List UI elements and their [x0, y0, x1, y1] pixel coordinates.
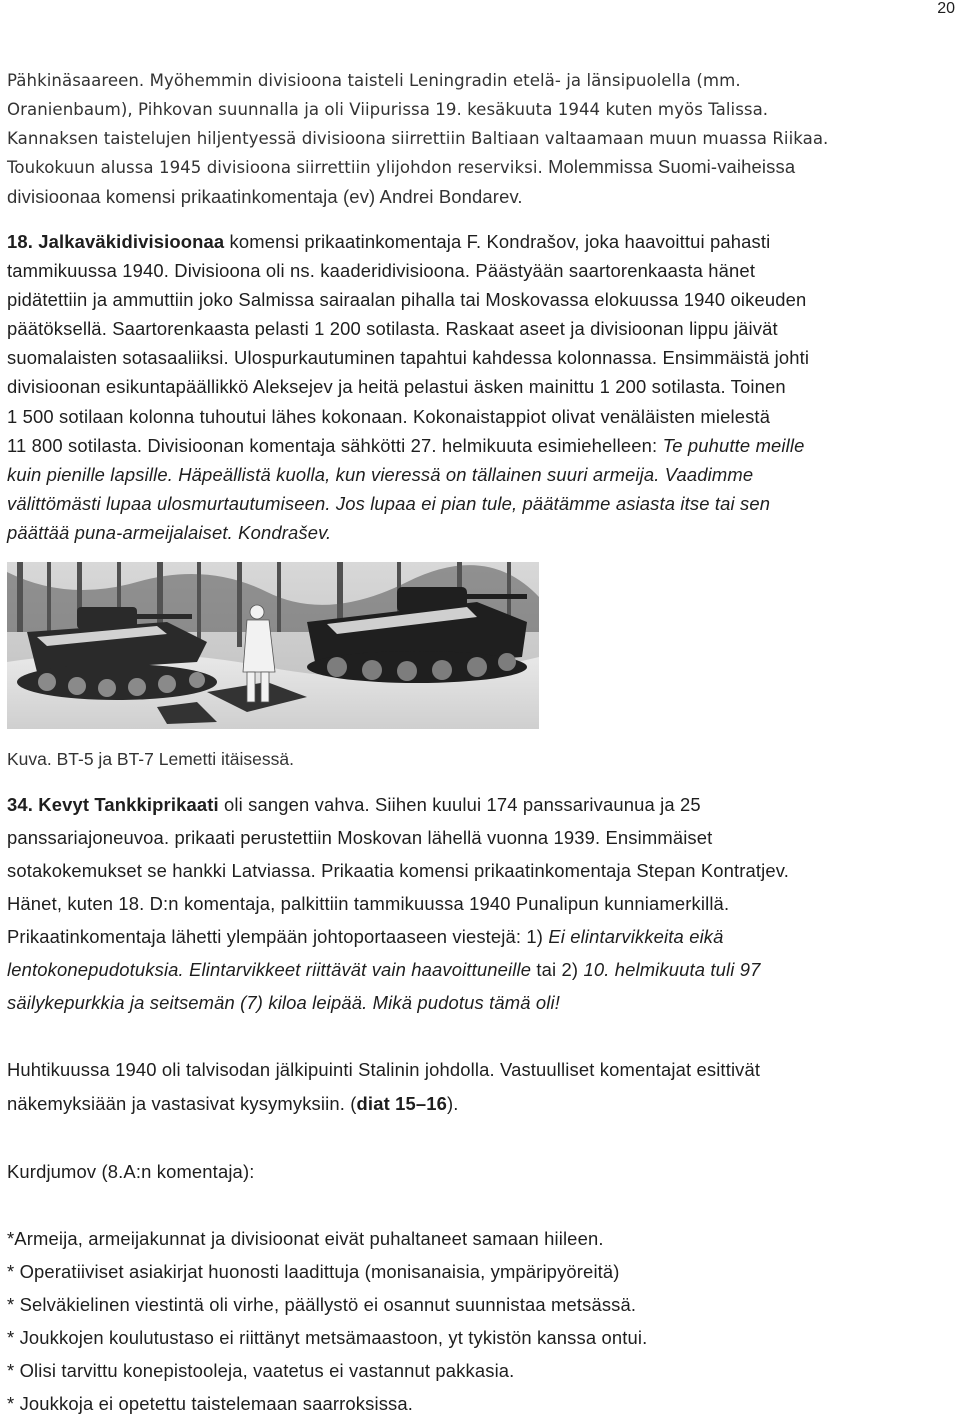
quote-line: säilykepurkkia ja seitsemän (7) kiloa leipää. Mikä pudotus tämä oli! [7, 992, 560, 1013]
quote-span: Ei elintarvikkeita eikä [548, 926, 724, 947]
slides-reference: diat 15–16 [356, 1093, 447, 1114]
text-line: päätöksellä. Saartorenkaasta pelasti 1 200 sotilasta. Raskaat aseet ja divisioonan lippu jäivät [7, 318, 778, 340]
tank-photo [7, 562, 539, 729]
quote-line: kuin pienille lapsille. Häpeällistä kuolla, kun vieressä on tällainen suuri armeija. Vaadimme [7, 463, 754, 485]
april-paragraph [7, 1053, 957, 1121]
text-line [7, 227, 957, 256]
text-span: Molemmissa Suomi-vaiheissa [542, 156, 796, 177]
text-line [7, 920, 957, 953]
text-line: tammikuussa 1940. Divisioona oli ns. kaaderidivisioona. Päästyään saartorenkaasta hänet [7, 260, 756, 282]
list-item: *Armeija, armeijakunnat ja divisioonat eivät puhaltaneet samaan hiileen. [7, 1228, 604, 1249]
quote-span: Te puhutte meille [662, 434, 805, 456]
list-item: * Operatiiviset asiakirjat huonosti laadittuja (monisanaisia, ympäripyöreitä) [7, 1261, 620, 1282]
text-line: Oranienbaum), Pihkovan suunnalla ja oli Viipurissa 19. kesäkuuta 1944 kuten myös Talissa. [7, 100, 769, 119]
text-line: sotakokemukset se hankki Latviassa. Prikaatia komensi prikaatinkomentaja Stepan Kontratjev. [7, 860, 790, 881]
text-line: Pähkinäsaareen. Myöhemmin divisioona taisteli Leningradin etelä- ja länsipuolella (mm. [7, 71, 741, 90]
division-number: 18. [7, 231, 34, 252]
kurdjumov-heading: Kurdjumov (8.A:n komentaja): [7, 1161, 255, 1182]
text-span: 11 800 sotilasta. Divisioonan komentaja sähkötti 27. helmikuuta esimiehelleen: [7, 434, 663, 456]
quote-span: 10. helmikuuta tuli 97 [583, 959, 761, 980]
text-line: Huhtikuussa 1940 oli talvisodan jälkipuinti Stalinin johdolla. Vastuulliset komentajat esittivät [7, 1059, 761, 1080]
quote-line: välittömästi lupaa ulosmurtautumiseen. Jos lupaa ei pian tule, päätämme asiasta itse tai sen [7, 492, 771, 514]
text-line [7, 1087, 957, 1121]
text-line [7, 431, 957, 460]
brigade-34-paragraph [7, 788, 957, 1019]
text-line: suomalaisten sotasaaliiksi. Ulospurkautuminen tapahtui kahdessa kolonnassa. Ensimmäistä johti [7, 347, 810, 369]
text-line: divisioonan esikuntapäällikkö Aleksejev ja heitä pelastui äsken mainittu 1 200 sotilasta. Toinen [7, 376, 786, 398]
text-span: Toukokuun alussa 1945 divisioona siirrettiin ylijohdon reserviksi. [7, 158, 543, 177]
text-span: Prikaatinkomentaja lähetti ylempään johtoportaaseen viestejä: 1) [7, 926, 549, 947]
text-span: tai 2) [531, 959, 584, 980]
intro-paragraph [7, 66, 957, 211]
quote-span: lentokonepudotuksia. Elintarvikkeet riittävät vain haavoittuneille [7, 959, 532, 980]
text-line [7, 953, 957, 986]
text-span: ). [447, 1093, 459, 1114]
text-line [7, 153, 957, 182]
text-line: 1 500 sotilaan kolonna tuhoutui lähes kokonaan. Kokonaistappiot olivat venäläisten mielestä [7, 405, 771, 427]
page-number: 20 [937, 0, 955, 17]
brigade-number: 34. [7, 794, 34, 815]
photo-caption: Kuva. BT-5 ja BT-7 Lemetti itäisessä. [7, 749, 294, 769]
division-name: Jalkaväkidivisioonaa [38, 231, 225, 252]
list-item: * Joukkojen koulutustaso ei riittänyt metsämaastoon, yt tykistön kanssa ontui. [7, 1327, 648, 1348]
list-item: * Joukkoja ei opetettu taistelemaan saarroksissa. [7, 1393, 414, 1414]
text-line: Kannaksen taistelujen hiljentyessä divisioona siirrettiin Baltiaan valtaamaan muun muassa Riikaa. [7, 129, 829, 148]
text-span: näkemyksiään ja vastasivat kysymyksiin. ( [7, 1093, 357, 1114]
text-line: panssariajoneuvoa. prikaati perustettiin Moskovan lähellä vuonna 1939. Ensimmäiset [7, 827, 713, 848]
brigade-name: Kevyt Tankkiprikaati [38, 794, 219, 815]
text-line: Hänet, kuten 18. D:n komentaja, palkittiin tammikuussa 1940 Punalipun kunniamerkillä. [7, 893, 730, 914]
list-item: * Olisi tarvittu konepistooleja, vaatetus ei vastannut pakkasia. [7, 1360, 515, 1381]
division-18-paragraph [7, 227, 957, 547]
text-line: pidätettiin ja ammuttiin joko Salmissa sairaalan pihalla tai Moskovassa elokuussa 1940 oikeuden [7, 289, 807, 311]
list-item: * Selväkielinen viestintä oli virhe, päällystö ei osannut suunnistaa metsässä. [7, 1294, 637, 1315]
text-line [7, 788, 957, 821]
text-span: komensi prikaatinkomentaja F. Kondrašov, joka haavoittui pahasti [224, 231, 771, 252]
quote-line: päättää puna-armeijalaiset. Kondrašev. [7, 521, 332, 543]
kurdjumov-bullet-list [7, 1222, 957, 1420]
text-line: divisioonaa komensi prikaatinkomentaja (ev) Andrei Bondarev. [7, 186, 523, 207]
text-span: oli sangen vahva. Siihen kuului 174 panssarivaunua ja 25 [218, 794, 701, 815]
